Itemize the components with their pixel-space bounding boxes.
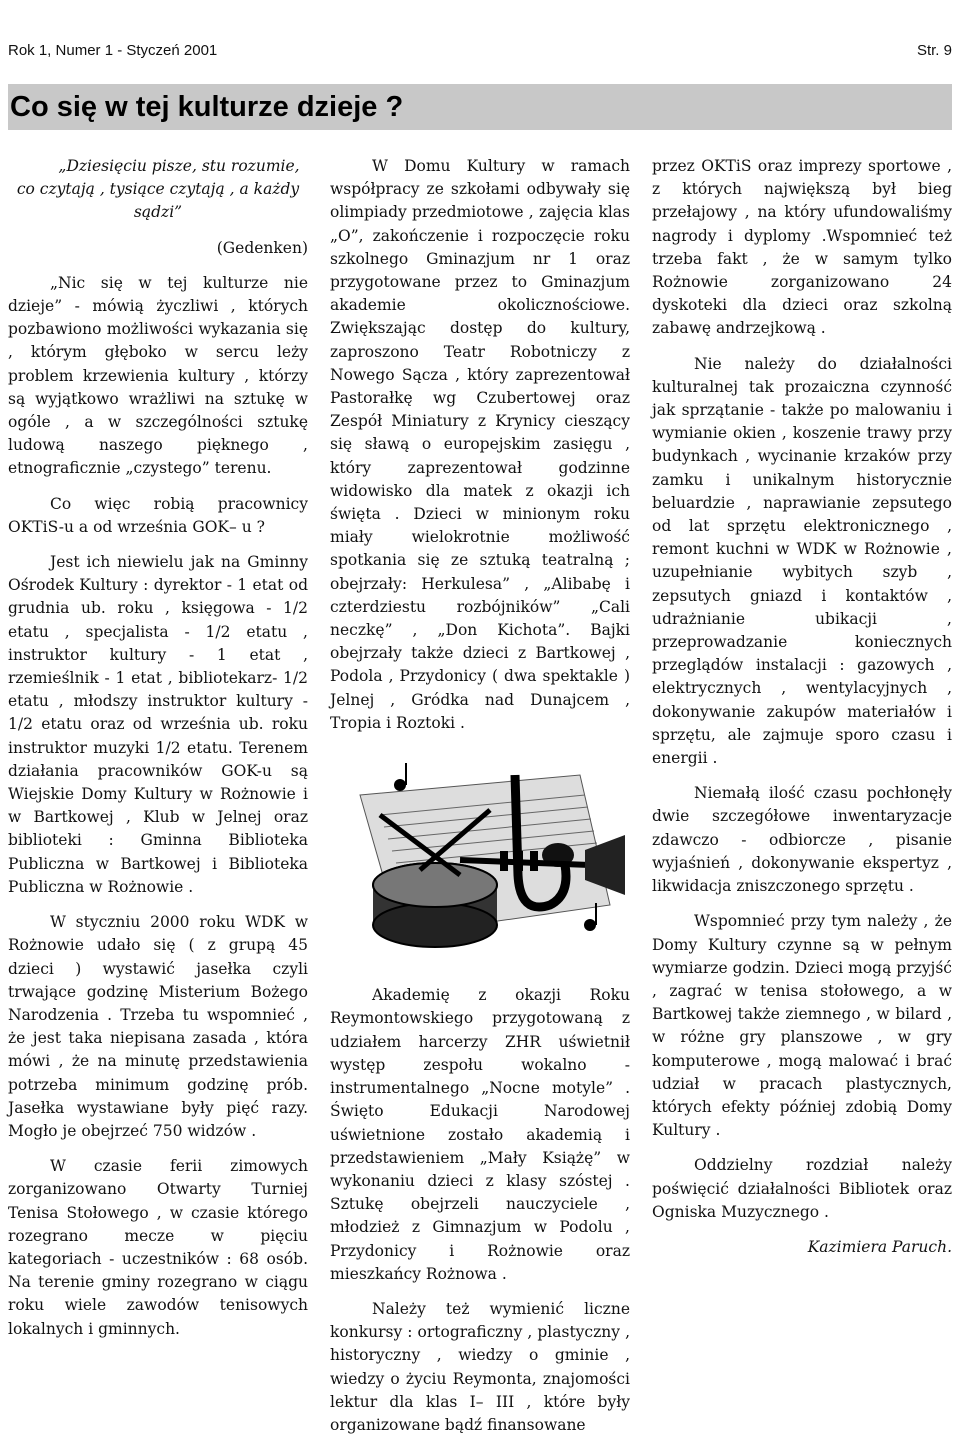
page-number: Str. 9 (916, 42, 952, 59)
motto-source: (Gedenken) (216, 238, 308, 257)
title-bar (8, 84, 952, 130)
article-title: Co się w tej kulturze dzieje ? (10, 91, 404, 123)
column-3 (652, 155, 952, 1271)
paragraph: Należy też wymienić liczne konkursy : ortograficzny , plastyczny , historyczny , wiedzy o gminie , wiedzy o życiu Reymonta, znajomości lektur dla klas I– III , które były organizowane bądź finansowane (330, 1299, 630, 1434)
paragraph: „Nic się w tej kulturze nie dzieje” - mówią życzliwi , których pozbawiono możliwości wykazania się , którym głęboko w sercu leży problem krzewienia kultury , którzy są wyjątkowo wrażliwi na sztukę w ogóle , a w szczególności sztukę ludową naszego pięknego , etnograficznie „czystego” terenu. (8, 273, 308, 478)
column-1 (8, 155, 308, 1353)
author-signature: Kazimiera Paruch. (807, 1237, 952, 1256)
paragraph: Oddzielny rozdział należy poświęcić działalności Bibliotek oraz Ogniska Muzycznego . (652, 1156, 952, 1221)
issue-info: Rok 1, Numer 1 - Styczeń 2001 (8, 42, 218, 59)
paragraph: Wspomnieć przy tym należy , że Domy Kultury czynne są w pełnym wymiarze godzin. Dzieci mogą przyjść , zagrać w tenisa stołowego, a w Bartkowej także ziemnego , w bilard , w różne gry planszowe , w gry komputerowe , mogą malować i brać udział w pracach plastycznych, których efekty później zdobią Domy Kultury . (652, 912, 952, 1140)
paragraph: W czasie ferii zimowych zorganizowano Otwarty Turniej Tenisa Stołowego , w czasie którego rozegrano mecze w pięciu kategoriach - uczestników : 68 osób. Na terenie gminy rozegrano w ciągu roku wiele zawodów tenisowych lokalnych i gminnych. (8, 1157, 308, 1338)
paragraph: Niemałą ilość czasu pochłonęły dwie szczegółowe inwentaryzacje zdawczo - odbiorcze , pisanie wyjaśnień , dokonywanie ekspertyz , likwidacja zniszczonego sprzętu . (652, 784, 952, 896)
paragraph: Akademię z okazji Roku Reymontowskiego przygotowaną z udziałem harcerzy ZHR uświetnił występ zespołu wokalno - instrumentalnego „Nocne motyle” . Święto Edukacji Narodowej uświetnione zostało akademią i przedstawieniem „Mały Książę” w wykonaniu dzieci z klasy szóstej . Sztukę obejrzeli nauczyciele , młodzież z Gimnazjum w Podolu , Przydonicy i Rożnowie oraz mieszkańcy Rożnowa . (330, 986, 630, 1283)
paragraph: W styczniu 2000 roku WDK w Rożnowie udało się ( z grupą 45 dzieci ) wystawić jasełka czyli trwające godzinę Misterium Bożego Narodzenia . Trzeba tu wspomnieć , że jest taka niepisana zasada , która mówi , że na minutę przedstawienia potrzeba minimum godzinę prób. Jasełka wystawiane były pięć razy. Mogło je obejrzeć 750 widzów . (8, 913, 308, 1140)
paragraph: W Domu Kultury w ramach współpracy ze szkołami odbywały się olimpiady przedmiotowe , zajęcia klas „O”, zakończenie i rozpoczęcie roku szkolnego Gminazjum nr 1 oraz przygotowane przez to Gminazjum akademie okolicznościowe. Zwiększając dostęp do kultury, zaproszono Teatr Robotniczy z Nowego Sącza , który zaprezentował Pastorałkę wg Czubertowej oraz Zespół Miniatury z Krynicy cieszący się sławą o europejskim zasięgu , który zaprezentował godzinne widowisko dla matek z okazji ich święta . Dzieci w minionym roku miały wielokrotnie możliwość spotkania się ze sztuką teatralną ; obejrzały: Herkulesa” , „Alibabę i czterdziestu rozbójników” „Cali neczkę” , „Don Kichota”. Bajki obejrzały także dzieci z Bartkowej , Podola , Przydonicy ( dwa spektakle ) Jelnej , Gródka nad Dunajcem , Tropia i Roztoki . (330, 157, 630, 732)
paragraph: Co więc robią pracownicy OKTiS-u a od września GOK– u ? (8, 494, 308, 536)
paragraph: Nie należy do działalności kulturalnej tak prozaiczna czynność jak sprzątanie - także po malowaniu i wymianie okien , koszenie trawy przy budynkach , wycinanie krzaków przy zamku i unikalnym historycznie beluardzie , naprawianie zepsutego od lat sprzętu elektronicznego , remont kuchni w WDK w Rożnowie , uzupełnianie wybitych szyb , zepsutych gniazd i kontaktów , udrażnianie ubikacji , przeprowadzanie koniecznych przeglądów instalacji : gazowych , elektrycznych , wentylacyjnych , dokonywanie zakupów materiałów i sprzętu, ale zajmuje sporo czasu i energii . (652, 354, 952, 768)
paragraph: Jest ich niewielu jak na Gminny Ośrodek Kultury : dyrektor - 1 etat od grudnia ub. roku , księgowa - 1/2 etatu , specjalista - 1/2 etatu , instruktor kultury - 1 etat , rzemieślnik - 1 etat , bibliotekarz- 1/2 etatu , młodszy instruktor kultury - 1/2 etatu oraz od września ub. roku instruktor muzyki 1/2 etatu. Terenem działania pracowników GOK-u są Wiejskie Domy Kultury w Rożnowie i w Bartkowej , Klub w Jelnej oraz biblioteki : Gminna Biblioteka Publiczna w Bartkowej i Biblioteka Publiczna w Rożnowie . (8, 553, 308, 896)
paragraph: przez OKTiS oraz imprezy sportowe , z których największą był bieg przełajowy , na który ufundowaliśmy nagrody i dyplomy .Wspomnieć też trzeba fakt , że w samym tylko Rożnowie zorganizowano 24 dyskoteki dla dzieci oraz szkolną zabawę andrzejkową . (652, 157, 952, 338)
motto-quote: „Dziesięciu pisze, stu rozumie, co czytają , tysiące czytają , a każdy sądzi” (16, 157, 300, 222)
music-instruments-illustration (340, 755, 630, 963)
column-2 (330, 155, 630, 1449)
